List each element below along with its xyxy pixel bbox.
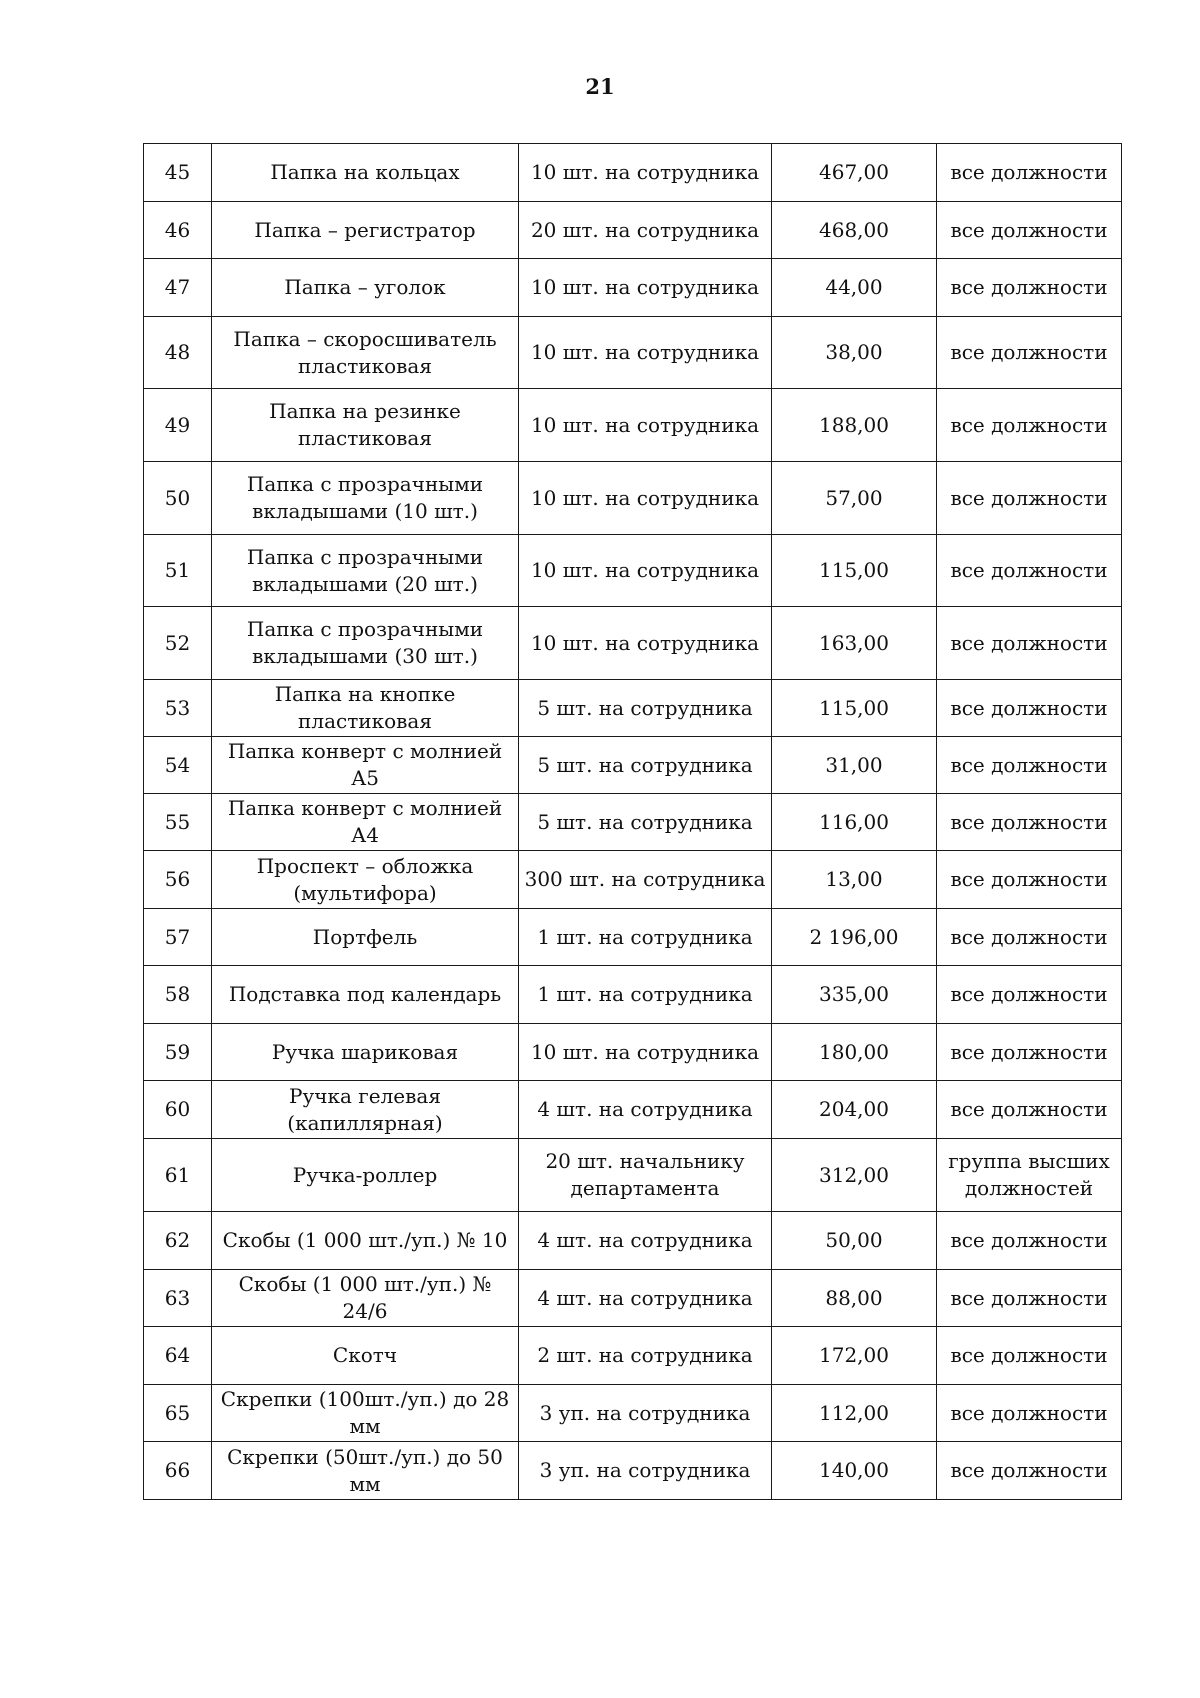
item-name: Скотч bbox=[212, 1327, 519, 1385]
item-name: Ручка шариковая bbox=[212, 1024, 519, 1081]
row-number: 62 bbox=[144, 1212, 212, 1270]
table-row bbox=[144, 1024, 1122, 1081]
item-position: все должности bbox=[937, 1442, 1122, 1500]
row-number: 59 bbox=[144, 1024, 212, 1081]
item-norm: 4 шт. на сотрудника bbox=[519, 1212, 772, 1270]
table-row bbox=[144, 1139, 1122, 1212]
table-row bbox=[144, 607, 1122, 680]
row-number: 53 bbox=[144, 680, 212, 737]
item-name: Папка – регистратор bbox=[212, 202, 519, 259]
page-number: 21 bbox=[585, 74, 615, 99]
item-position: все должности bbox=[937, 966, 1122, 1024]
table-row bbox=[144, 966, 1122, 1024]
item-norm: 10 шт. на сотрудника bbox=[519, 144, 772, 202]
item-name: Скрепки (100шт./уп.) до 28 мм bbox=[212, 1385, 519, 1442]
item-price: 204,00 bbox=[772, 1081, 937, 1139]
item-position: все должности bbox=[937, 144, 1122, 202]
item-position: все должности bbox=[937, 1024, 1122, 1081]
item-position: все должности bbox=[937, 1385, 1122, 1442]
item-norm: 5 шт. на сотрудника bbox=[519, 794, 772, 851]
row-number: 66 bbox=[144, 1442, 212, 1500]
row-number: 65 bbox=[144, 1385, 212, 1442]
item-norm: 1 шт. на сотрудника bbox=[519, 909, 772, 966]
item-position: все должности bbox=[937, 389, 1122, 462]
item-norm: 10 шт. на сотрудника bbox=[519, 259, 772, 317]
item-norm: 10 шт. на сотрудника bbox=[519, 462, 772, 535]
table-row bbox=[144, 1081, 1122, 1139]
item-norm: 10 шт. на сотрудника bbox=[519, 389, 772, 462]
row-number: 55 bbox=[144, 794, 212, 851]
table-row bbox=[144, 259, 1122, 317]
row-number: 57 bbox=[144, 909, 212, 966]
item-name: Ручка-роллер bbox=[212, 1139, 519, 1212]
table-row bbox=[144, 389, 1122, 462]
item-name: Папка конверт с молнией А5 bbox=[212, 737, 519, 794]
table-row bbox=[144, 1327, 1122, 1385]
item-price: 140,00 bbox=[772, 1442, 937, 1500]
item-norm: 10 шт. на сотрудника bbox=[519, 317, 772, 389]
item-name: Папка на кольцах bbox=[212, 144, 519, 202]
item-price: 188,00 bbox=[772, 389, 937, 462]
item-norm: 10 шт. на сотрудника bbox=[519, 1024, 772, 1081]
item-price: 115,00 bbox=[772, 680, 937, 737]
item-name: Скрепки (50шт./уп.) до 50 мм bbox=[212, 1442, 519, 1500]
row-number: 48 bbox=[144, 317, 212, 389]
item-position: все должности bbox=[937, 794, 1122, 851]
item-norm: 3 уп. на сотрудника bbox=[519, 1385, 772, 1442]
item-price: 172,00 bbox=[772, 1327, 937, 1385]
item-name: Папка – уголок bbox=[212, 259, 519, 317]
item-norm: 10 шт. на сотрудника bbox=[519, 535, 772, 607]
table-row bbox=[144, 1385, 1122, 1442]
item-position: все должности bbox=[937, 607, 1122, 680]
item-price: 31,00 bbox=[772, 737, 937, 794]
row-number: 49 bbox=[144, 389, 212, 462]
row-number: 51 bbox=[144, 535, 212, 607]
row-number: 56 bbox=[144, 851, 212, 909]
row-number: 46 bbox=[144, 202, 212, 259]
row-number: 54 bbox=[144, 737, 212, 794]
item-name: Подставка под календарь bbox=[212, 966, 519, 1024]
table-row bbox=[144, 680, 1122, 737]
row-number: 61 bbox=[144, 1139, 212, 1212]
table-row bbox=[144, 794, 1122, 851]
table-row bbox=[144, 909, 1122, 966]
item-price: 163,00 bbox=[772, 607, 937, 680]
table-row bbox=[144, 202, 1122, 259]
item-position: все должности bbox=[937, 1327, 1122, 1385]
item-norm: 20 шт. начальнику департамента bbox=[519, 1139, 772, 1212]
item-norm: 2 шт. на сотрудника bbox=[519, 1327, 772, 1385]
item-norm: 5 шт. на сотрудника bbox=[519, 737, 772, 794]
item-price: 50,00 bbox=[772, 1212, 937, 1270]
item-name: Ручка гелевая (капиллярная) bbox=[212, 1081, 519, 1139]
item-position: все должности bbox=[937, 909, 1122, 966]
item-name: Папка с прозрачными вкладышами (20 шт.) bbox=[212, 535, 519, 607]
item-norm: 4 шт. на сотрудника bbox=[519, 1270, 772, 1327]
item-position: все должности bbox=[937, 317, 1122, 389]
item-name: Папка на кнопке пластиковая bbox=[212, 680, 519, 737]
table-row bbox=[144, 462, 1122, 535]
supplies-table-body bbox=[144, 144, 1122, 1500]
row-number: 50 bbox=[144, 462, 212, 535]
item-price: 44,00 bbox=[772, 259, 937, 317]
row-number: 47 bbox=[144, 259, 212, 317]
item-name: Скобы (1 000 шт./уп.) № 24/6 bbox=[212, 1270, 519, 1327]
item-position: все должности bbox=[937, 737, 1122, 794]
item-price: 180,00 bbox=[772, 1024, 937, 1081]
row-number: 58 bbox=[144, 966, 212, 1024]
item-norm: 5 шт. на сотрудника bbox=[519, 680, 772, 737]
table-row bbox=[144, 851, 1122, 909]
item-name: Папка с прозрачными вкладышами (30 шт.) bbox=[212, 607, 519, 680]
item-price: 88,00 bbox=[772, 1270, 937, 1327]
item-price: 2 196,00 bbox=[772, 909, 937, 966]
item-norm: 10 шт. на сотрудника bbox=[519, 607, 772, 680]
item-price: 116,00 bbox=[772, 794, 937, 851]
row-number: 52 bbox=[144, 607, 212, 680]
row-number: 60 bbox=[144, 1081, 212, 1139]
item-price: 468,00 bbox=[772, 202, 937, 259]
item-position: все должности bbox=[937, 202, 1122, 259]
item-name: Портфель bbox=[212, 909, 519, 966]
item-name: Папка с прозрачными вкладышами (10 шт.) bbox=[212, 462, 519, 535]
item-price: 312,00 bbox=[772, 1139, 937, 1212]
item-position: все должности bbox=[937, 462, 1122, 535]
item-position: группа высших должностей bbox=[937, 1139, 1122, 1212]
item-position: все должности bbox=[937, 1081, 1122, 1139]
item-name: Папка – скоросшиватель пластиковая bbox=[212, 317, 519, 389]
item-norm: 300 шт. на сотрудника bbox=[519, 851, 772, 909]
table-row bbox=[144, 1212, 1122, 1270]
item-norm: 3 уп. на сотрудника bbox=[519, 1442, 772, 1500]
table-row bbox=[144, 535, 1122, 607]
supplies-table bbox=[143, 143, 1122, 1500]
item-norm: 20 шт. на сотрудника bbox=[519, 202, 772, 259]
item-price: 57,00 bbox=[772, 462, 937, 535]
item-name: Папка на резинке пластиковая bbox=[212, 389, 519, 462]
item-price: 13,00 bbox=[772, 851, 937, 909]
table-row bbox=[144, 317, 1122, 389]
table-row bbox=[144, 1270, 1122, 1327]
item-position: все должности bbox=[937, 535, 1122, 607]
item-name: Папка конверт с молнией А4 bbox=[212, 794, 519, 851]
item-position: все должности bbox=[937, 1270, 1122, 1327]
item-price: 38,00 bbox=[772, 317, 937, 389]
item-position: все должности bbox=[937, 259, 1122, 317]
item-price: 467,00 bbox=[772, 144, 937, 202]
item-position: все должности bbox=[937, 1212, 1122, 1270]
item-position: все должности bbox=[937, 851, 1122, 909]
item-norm: 1 шт. на сотрудника bbox=[519, 966, 772, 1024]
table-row bbox=[144, 737, 1122, 794]
table-row bbox=[144, 144, 1122, 202]
item-price: 112,00 bbox=[772, 1385, 937, 1442]
item-name: Скобы (1 000 шт./уп.) № 10 bbox=[212, 1212, 519, 1270]
item-position: все должности bbox=[937, 680, 1122, 737]
item-name: Проспект – обложка (мультифора) bbox=[212, 851, 519, 909]
row-number: 64 bbox=[144, 1327, 212, 1385]
item-norm: 4 шт. на сотрудника bbox=[519, 1081, 772, 1139]
table-row bbox=[144, 1442, 1122, 1500]
item-price: 335,00 bbox=[772, 966, 937, 1024]
row-number: 45 bbox=[144, 144, 212, 202]
item-price: 115,00 bbox=[772, 535, 937, 607]
row-number: 63 bbox=[144, 1270, 212, 1327]
